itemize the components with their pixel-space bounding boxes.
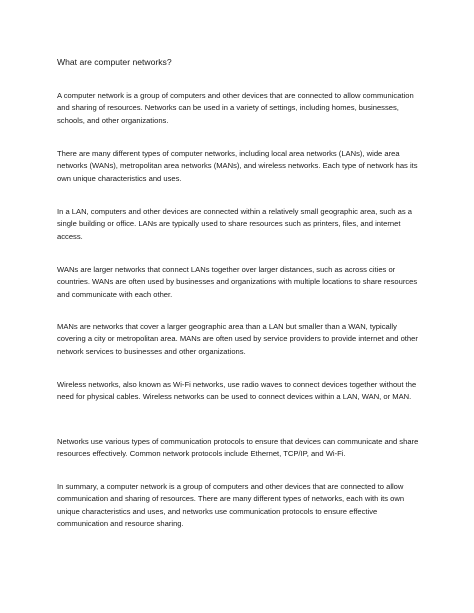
paragraph-man: MANs are networks that cover a larger geographic area than a LAN but smaller than a WAN, typically covering a city or metropolitan area. MANs are often used by service providers to provide internet and other network services to businesses and other organizations. [57, 322, 418, 356]
paragraph-summary: In summary, a computer network is a group of computers and other devices that are connected to allow communication and sharing of resources. There are many different types of networks, each with its own unique characteristics and uses, and networks use communication protocols to ensure effective communication and resource sharing. [57, 482, 405, 528]
paragraph-wireless: Wireless networks, also known as Wi-Fi networks, use radio waves to connect devices together without the need for physical cables. Wireless networks can be used to connect devices within a LAN, WAN, or MAN. [57, 380, 417, 402]
paragraph-protocols: Networks use various types of communication protocols to ensure that devices can communicate and share resources effectively. Common network protocols include Ethernet, TCP/IP, and Wi-Fi. [57, 437, 419, 459]
paragraph-network-types: There are many different types of computer networks, including local area networks (LANs), wide area networks (WANs), metropolitan area networks (MANs), and wireless networks. Each type of network has its own unique characteristics and uses. [57, 149, 418, 183]
paragraph-wan: WANs are larger networks that connect LANs together over larger distances, such as across cities or countries. WANs are often used by businesses and organizations with multiple locations to share resources and communicate with each other. [57, 265, 418, 299]
document-title: What are computer networks? [57, 57, 172, 67]
paragraph-definition: A computer network is a group of computers and other devices that are connected to allow communication and sharing of resources. Networks can be used in a variety of settings, including homes, businesses, schools, and other organizations. [57, 91, 414, 125]
paragraph-lan: In a LAN, computers and other devices are connected within a relatively small geographic area, such as a single building or office. LANs are typically used to share resources such as printers, files, and internet access. [57, 207, 412, 241]
